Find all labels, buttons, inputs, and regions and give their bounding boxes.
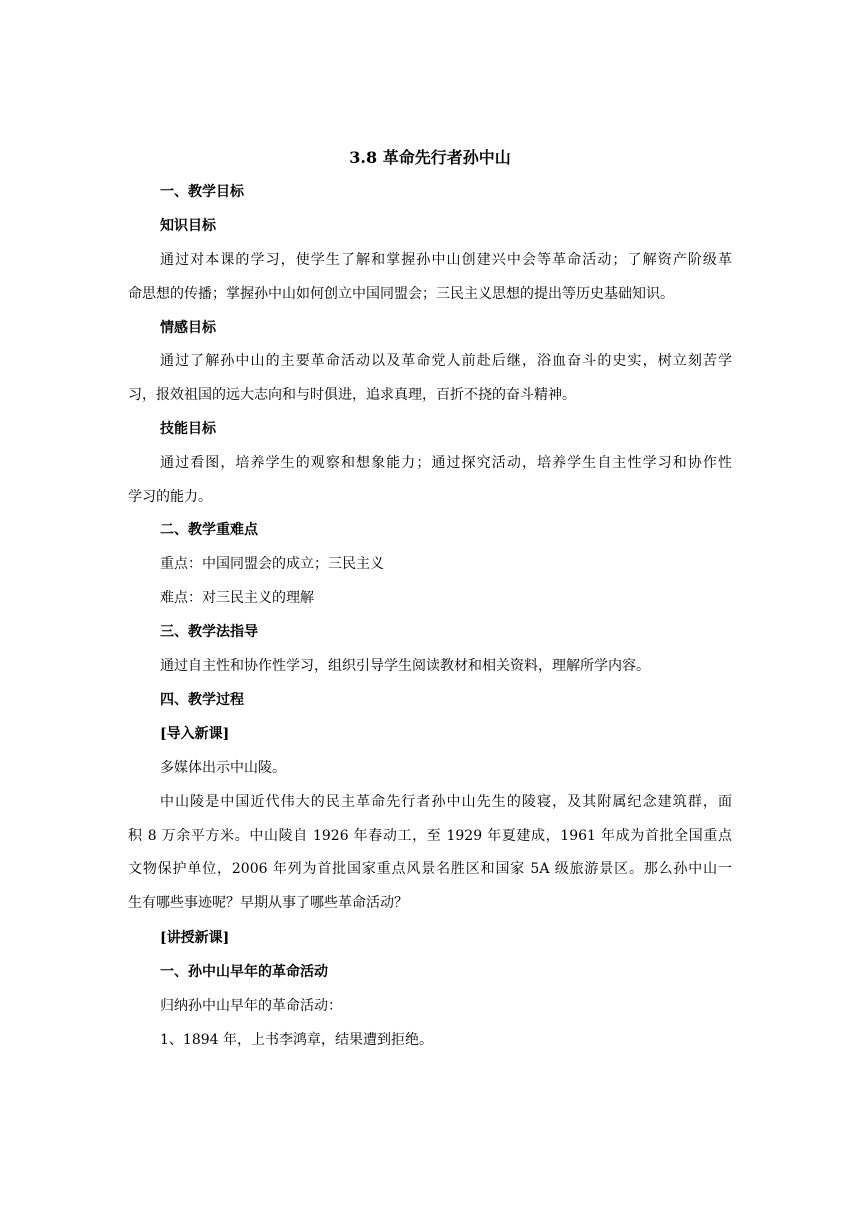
paragraph-line: 命思想的传播；掌握孙中山如何创立中国同盟会；三民主义思想的提出等历史基础知识。 <box>128 286 674 302</box>
lecture-tag: [讲授新课] <box>160 930 230 946</box>
section-heading-method: 三、教学法指导 <box>160 624 258 640</box>
intro-paragraph: 多媒体出示中山陵。 <box>160 760 286 776</box>
subheading-skill: 技能目标 <box>160 421 216 437</box>
paragraph-line: 通过对本课的学习，使学生了解和掌握孙中山创建兴中会等革命活动；了解资产阶级革 <box>160 252 732 268</box>
paragraph-line: 通过了解孙中山的主要革命活动以及革命党人前赴后继，浴血奋斗的史实，树立刻苦学 <box>160 353 732 369</box>
document-title: 3.8 革命先行者孙中山 <box>349 148 511 167</box>
key-point-text: 重点：中国同盟会的成立；三民主义 <box>160 556 384 572</box>
section-heading-objectives: 一、教学目标 <box>160 184 244 200</box>
paragraph-line: 生有哪些事迹呢？早期从事了哪些革命活动？ <box>128 895 408 911</box>
section-heading-key-points: 二、教学重难点 <box>160 522 258 538</box>
subheading-knowledge: 知识目标 <box>160 218 216 234</box>
subheading-emotion: 情感目标 <box>160 320 216 336</box>
section-heading-process: 四、教学过程 <box>160 692 244 708</box>
paragraph-line: 通过看图，培养学生的观察和想象能力；通过探究活动，培养学生自主性学习和协作性 <box>160 455 732 471</box>
paragraph-line: 习，报效祖国的远大志向和与时俱进，追求真理，百折不挠的奋斗精神。 <box>128 387 576 403</box>
method-text: 通过自主性和协作性学习，组织引导学生阅读教材和相关资料，理解所学内容。 <box>160 658 650 674</box>
paragraph-line: 文物保护单位，2006 年列为首批国家重点风景名胜区和国家 5A 级旅游景区。那么孙中山一 <box>128 861 732 877</box>
paragraph-line: 学习的能力。 <box>128 489 212 505</box>
intro-tag: [导入新课] <box>160 726 230 742</box>
paragraph-line: 中山陵是中国近代伟大的民主革命先行者孙中山先生的陵寝，及其附属纪念建筑群，面 <box>160 794 732 810</box>
lecture-heading: 一、孙中山早年的革命活动 <box>160 964 328 980</box>
lecture-paragraph: 归纳孙中山早年的革命活动： <box>160 998 342 1014</box>
difficult-point-text: 难点：对三民主义的理解 <box>160 590 314 606</box>
paragraph-line: 积 8 万余平方米。中山陵自 1926 年春动工，至 1929 年夏建成，1961 年成为首批全国重点 <box>128 828 732 844</box>
list-item: 1、1894 年，上书李鸿章，结果遭到拒绝。 <box>160 1032 433 1048</box>
